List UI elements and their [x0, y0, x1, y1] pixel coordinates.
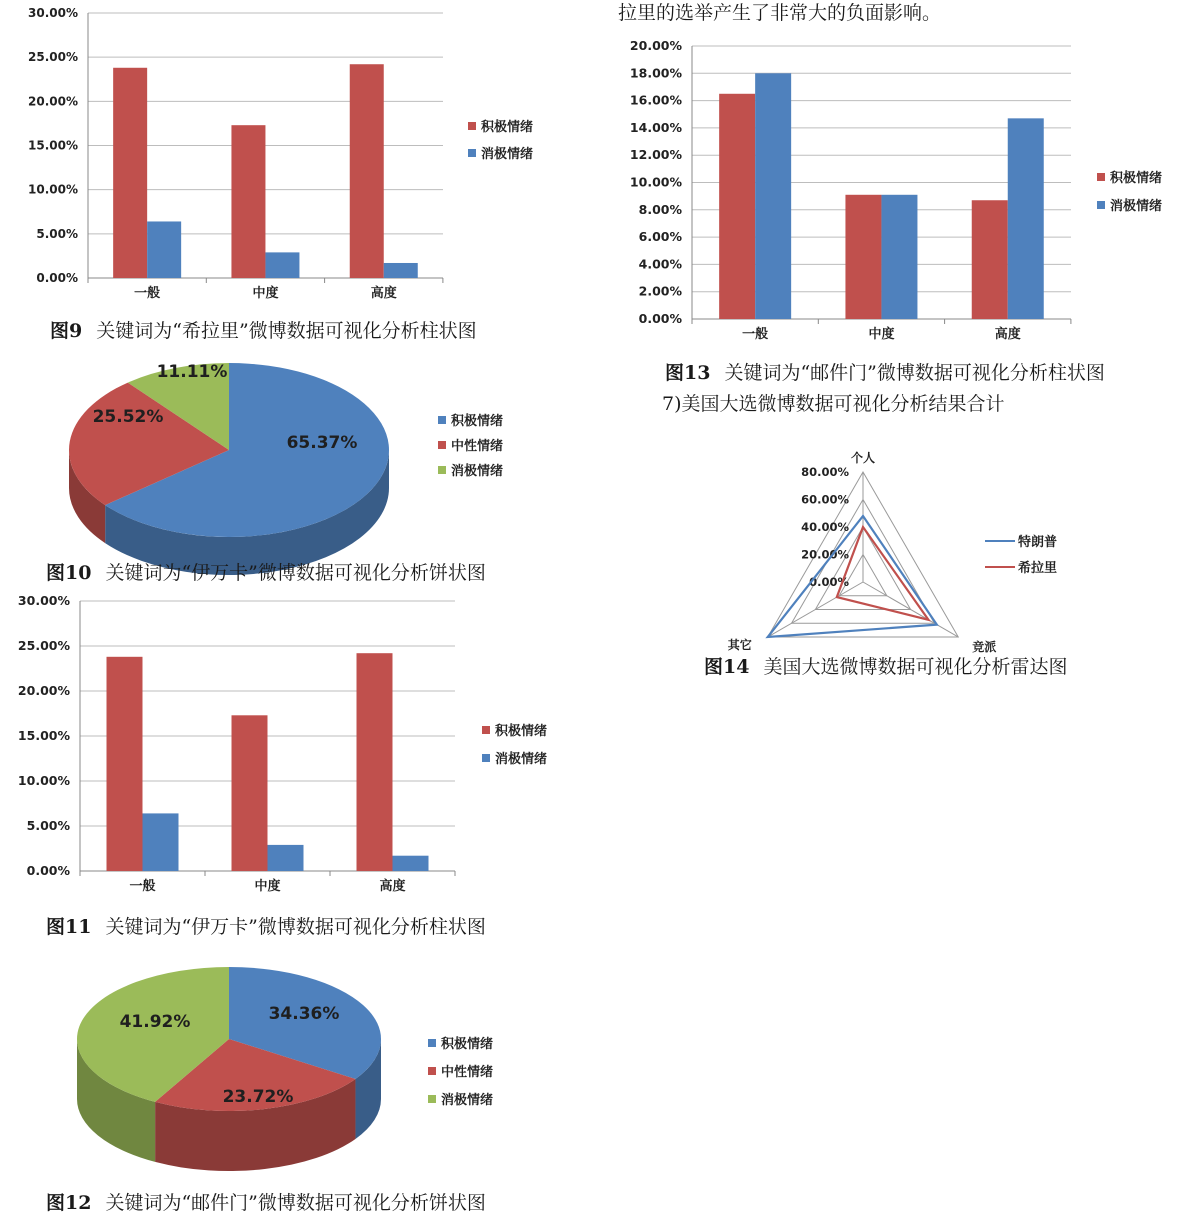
figure-11-caption	[46, 912, 486, 939]
x-category-label: 中度	[254, 879, 281, 894]
legend-label: 积极情绪	[1110, 171, 1163, 186]
bar-positive	[113, 68, 147, 278]
legend-label: 消极情绪	[451, 464, 504, 479]
legend-label: 积极情绪	[495, 724, 548, 739]
caption-number: 图9	[50, 320, 83, 342]
y-tick-label: 15.00%	[28, 138, 78, 153]
legend-swatch	[468, 149, 476, 157]
bar-negative	[1008, 118, 1044, 319]
y-tick-label: 25.00%	[28, 50, 78, 65]
x-category-label: 一般	[742, 327, 769, 342]
legend-swatch	[468, 122, 476, 130]
legend-label: 消极情绪	[481, 147, 534, 162]
legend-label: 消极情绪	[495, 752, 548, 767]
legend-label: 积极情绪	[441, 1037, 494, 1052]
y-tick-label: 2.00%	[638, 283, 682, 299]
bar-positive	[350, 64, 384, 278]
legend-label: 消极情绪	[441, 1093, 494, 1108]
figure-12-pie-chart	[0, 955, 560, 1185]
radar-axis-label: 个人	[850, 451, 876, 465]
legend-label: 中性情绪	[441, 1065, 494, 1080]
y-tick-label: 0.00%	[36, 271, 78, 285]
caption-number: 图14	[704, 656, 750, 678]
figure-14-radar-chart	[700, 451, 1100, 655]
y-tick-label: 25.00%	[17, 638, 70, 653]
y-tick-label: 10.00%	[28, 182, 78, 197]
y-tick-label: 15.00%	[17, 728, 70, 743]
bar-positive	[232, 715, 268, 871]
x-category-label: 一般	[129, 879, 156, 894]
figure-9-bar-chart	[0, 0, 560, 315]
bar-positive	[357, 653, 393, 871]
caption-text: 关键词为“伊万卡”微博数据可视化分析饼状图	[105, 562, 486, 584]
pie-data-label: 65.37%	[286, 433, 358, 453]
body-text-line: 拉里的选举产生了非常大的负面影响。	[618, 2, 942, 24]
x-category-label: 中度	[868, 327, 895, 342]
legend-swatch	[438, 416, 446, 424]
y-tick-label: 0.00%	[638, 311, 682, 326]
legend-label: 希拉里	[1018, 561, 1058, 576]
caption-text: 关键词为“伊万卡”微博数据可视化分析柱状图	[105, 916, 486, 938]
legend-swatch	[438, 466, 446, 474]
y-tick-label: 20.00%	[28, 94, 78, 109]
y-tick-label: 16.00%	[629, 92, 682, 108]
bar-negative	[268, 845, 304, 871]
bar-negative	[384, 263, 418, 278]
legend-label: 特朗普	[1018, 535, 1058, 550]
caption-text: 关键词为“邮件门”微博数据可视化分析柱状图	[724, 362, 1105, 384]
y-tick-label: 30.00%	[28, 6, 78, 20]
radar-tick-label: 20.00%	[801, 547, 849, 562]
radar-tick-label: 0.00%	[809, 575, 849, 589]
radar-tick-label: 80.00%	[801, 465, 849, 479]
x-category-label: 高度	[994, 327, 1021, 342]
y-tick-label: 10.00%	[629, 174, 682, 190]
caption-number: 图12	[46, 1192, 92, 1214]
bar-positive	[231, 125, 265, 278]
radar-axis-label: 其它	[727, 638, 752, 652]
figure-13-bar-chart	[600, 30, 1200, 355]
x-category-label: 中度	[252, 286, 279, 301]
caption-text: 美国大选微博数据可视化分析雷达图	[763, 656, 1068, 678]
pie-data-label: 34.36%	[268, 1004, 340, 1024]
legend-swatch	[482, 754, 490, 762]
bar-negative	[393, 856, 429, 871]
legend-swatch	[1097, 173, 1105, 181]
legend-label: 积极情绪	[451, 414, 504, 429]
figure-10-caption	[46, 558, 486, 585]
section-heading: 7)美国大选微博数据可视化分析结果合计	[662, 393, 1005, 415]
radar-tick-label: 60.00%	[801, 492, 849, 507]
legend-label: 消极情绪	[1110, 199, 1163, 214]
caption-text: 关键词为“邮件门”微博数据可视化分析饼状图	[105, 1192, 486, 1214]
bar-negative	[881, 195, 917, 319]
y-tick-label: 0.00%	[26, 863, 70, 878]
y-tick-label: 10.00%	[17, 773, 70, 788]
radar-series-line	[837, 527, 929, 620]
pie-data-label: 41.92%	[119, 1012, 191, 1032]
figure-11-bar-chart	[0, 590, 580, 905]
legend-swatch	[1097, 201, 1105, 209]
legend-swatch	[428, 1039, 436, 1047]
legend-swatch	[428, 1067, 436, 1075]
y-tick-label: 20.00%	[629, 38, 682, 53]
y-tick-label: 4.00%	[638, 256, 682, 272]
pie-data-label: 11.11%	[156, 362, 228, 382]
legend-swatch	[438, 441, 446, 449]
legend-swatch	[482, 726, 490, 734]
bar-positive	[845, 195, 881, 319]
figure-12-caption	[46, 1188, 486, 1215]
figure-10-pie-chart	[0, 350, 560, 550]
y-tick-label: 30.00%	[17, 593, 70, 608]
figure-13-caption	[665, 358, 1105, 385]
radar-axis-label: 竞派	[972, 640, 997, 654]
x-category-label: 高度	[370, 286, 397, 301]
y-tick-label: 12.00%	[629, 147, 682, 163]
figure-14-caption	[704, 652, 1067, 679]
legend-label: 中性情绪	[451, 439, 504, 454]
caption-number: 图10	[46, 562, 92, 584]
caption-text: 关键词为“希拉里”微博数据可视化分析柱状图	[96, 320, 477, 342]
x-category-label: 一般	[134, 286, 161, 301]
y-tick-label: 8.00%	[638, 201, 682, 217]
y-tick-label: 5.00%	[36, 226, 78, 241]
y-tick-label: 20.00%	[17, 683, 70, 698]
bar-positive	[972, 200, 1008, 319]
y-tick-label: 14.00%	[629, 119, 682, 135]
legend-swatch	[428, 1095, 436, 1103]
bar-positive	[107, 657, 143, 871]
pie-data-label: 23.72%	[222, 1087, 294, 1107]
y-tick-label: 5.00%	[26, 818, 70, 833]
x-category-label: 高度	[379, 879, 406, 894]
figure-9-caption	[50, 316, 477, 343]
caption-number: 图13	[665, 362, 711, 384]
radar-series-line	[768, 516, 937, 637]
radar-tick-label: 40.00%	[801, 520, 849, 534]
bar-positive	[719, 94, 755, 319]
pie-data-label: 25.52%	[92, 407, 164, 427]
y-tick-label: 18.00%	[629, 65, 682, 81]
bar-negative	[147, 221, 181, 278]
bar-negative	[265, 252, 299, 278]
y-tick-label: 6.00%	[638, 229, 682, 245]
legend-label: 积极情绪	[481, 120, 534, 135]
caption-number: 图11	[46, 916, 92, 938]
bar-negative	[143, 813, 179, 871]
bar-negative	[755, 73, 791, 319]
